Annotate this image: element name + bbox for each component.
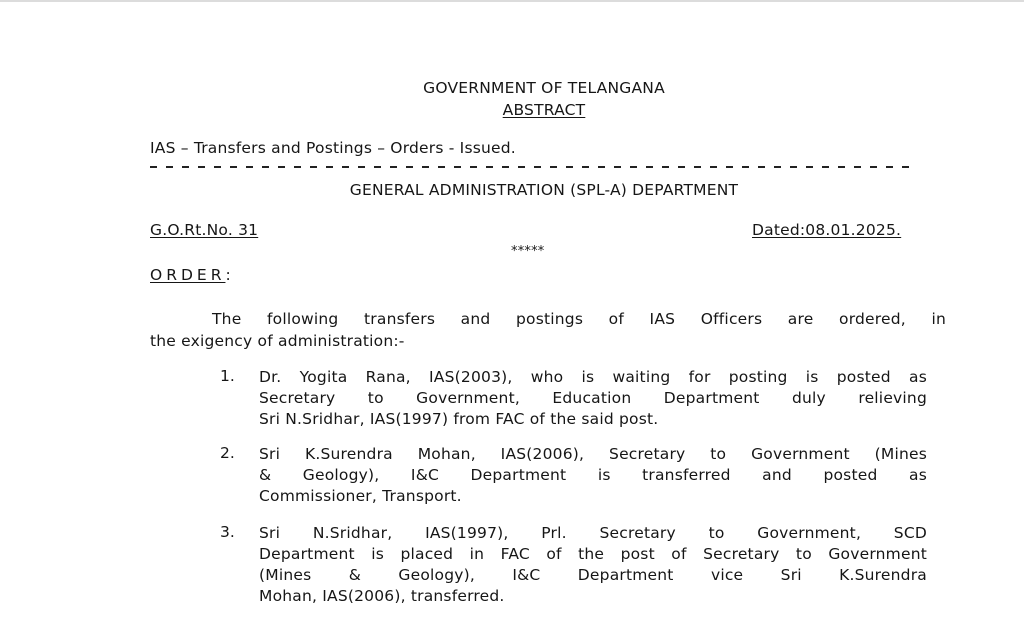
- department-title: GENERAL ADMINISTRATION (SPL-A) DEPARTMENT: [349, 181, 739, 199]
- item-line: Mohan, IAS(2006), transferred.: [259, 587, 505, 605]
- item-line: (Mines & Geology), I&C Department vice Sri K.Surendra: [259, 566, 927, 584]
- go-number: G.O.Rt.No. 31: [150, 221, 259, 239]
- item-line: Commissioner, Transport.: [259, 487, 462, 505]
- order-heading: ORDER:: [150, 266, 231, 284]
- item-line: Department is placed in FAC of the post of Secretary to Government: [259, 545, 927, 563]
- item-number: 3.: [220, 523, 235, 541]
- order-heading-text: ORDER: [150, 266, 226, 284]
- government-title: GOVERNMENT OF TELANGANA: [423, 79, 665, 97]
- subject-line: IAS – Transfers and Postings – Orders - Issued.: [150, 139, 516, 157]
- intro-line-1: The following transfers and postings of IAS Officers are ordered, in: [212, 310, 946, 328]
- intro-line-2: the exigency of administration:-: [150, 332, 405, 350]
- item-line: Secretary to Government, Education Department duly relieving: [259, 389, 927, 407]
- item-line: Dr. Yogita Rana, IAS(2003), who is waiting for posting is posted as: [259, 368, 927, 386]
- item-line: Sri K.Surendra Mohan, IAS(2006), Secretary to Government (Mines: [259, 445, 927, 463]
- item-line: Sri N.Sridhar, IAS(1997) from FAC of the said post.: [259, 410, 659, 428]
- item-number: 1.: [220, 367, 235, 385]
- item-line: & Geology), I&C Department is transferred and posted as: [259, 466, 927, 484]
- abstract-heading: ABSTRACT: [502, 101, 586, 119]
- stars-separator: *****: [511, 244, 545, 259]
- item-number: 2.: [220, 444, 235, 462]
- item-line: Sri N.Sridhar, IAS(1997), Prl. Secretary to Government, SCD: [259, 524, 927, 542]
- dashed-separator: [150, 166, 918, 168]
- dated: Dated:08.01.2025.: [752, 221, 902, 239]
